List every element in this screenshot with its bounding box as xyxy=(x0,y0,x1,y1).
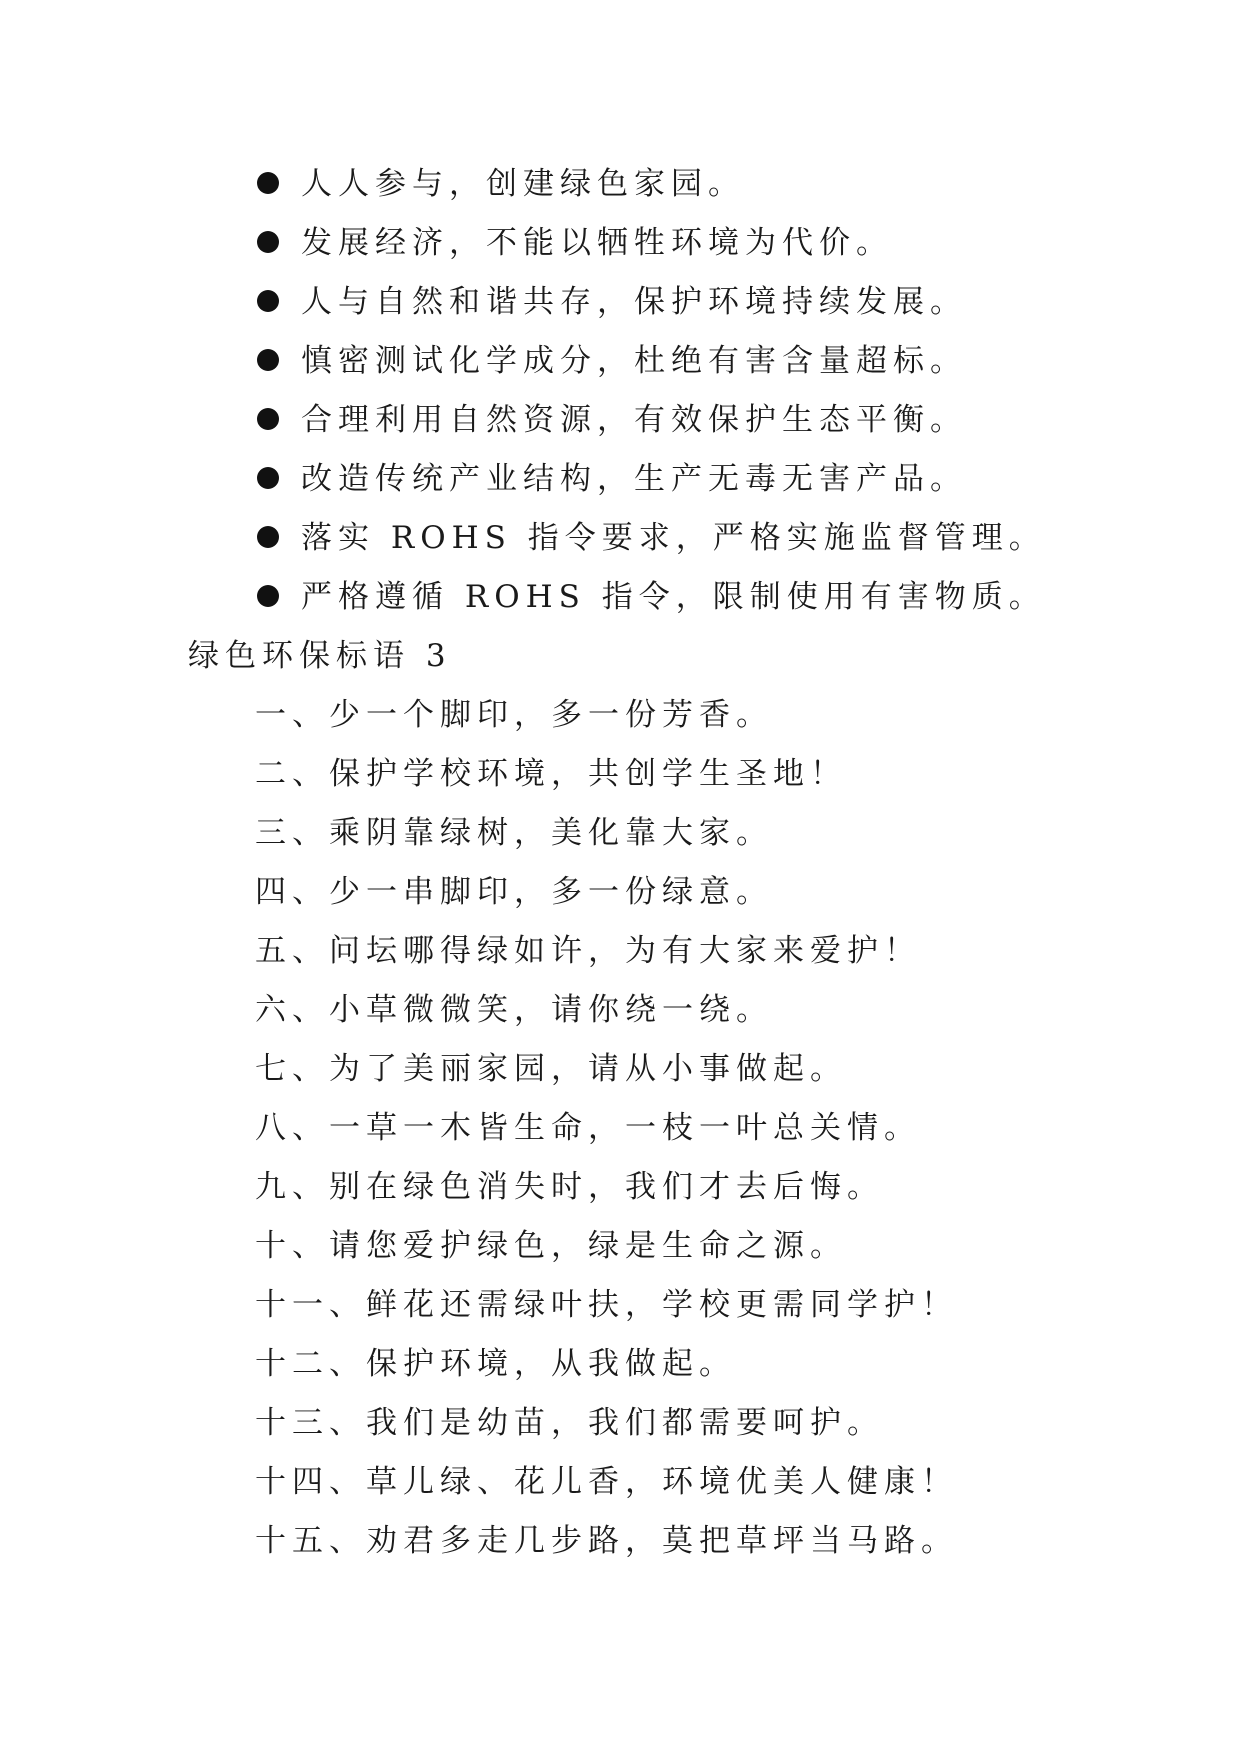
bullet-dot-icon xyxy=(257,408,279,430)
bullet-text: 人人参与，创建绿色家园。 xyxy=(301,166,745,202)
bullet-dot-icon xyxy=(257,585,279,607)
slogan-item: 三、乘阴靠绿树，美化靠大家。 xyxy=(255,815,773,851)
bullet-item xyxy=(257,391,967,449)
section-heading: 绿色环保标语 3 xyxy=(188,638,452,674)
bullet-dot-icon xyxy=(257,231,279,253)
bullet-text: 改造传统产业结构，生产无毒无害产品。 xyxy=(301,461,967,497)
bullet-text: 发展经济，不能以牺牲环境为代价。 xyxy=(301,225,893,261)
slogan-item: 十、请您爱护绿色，绿是生命之源。 xyxy=(255,1228,847,1264)
slogan-item: 二、保护学校环境，共创学生圣地！ xyxy=(255,756,847,792)
bullet-text: 合理利用自然资源，有效保护生态平衡。 xyxy=(301,402,967,438)
slogan-item: 十二、保护环境，从我做起。 xyxy=(255,1346,736,1382)
bullet-dot-icon xyxy=(257,172,279,194)
bullet-dot-icon xyxy=(257,349,279,371)
slogan-item: 四、少一串脚印，多一份绿意。 xyxy=(255,874,773,910)
slogan-item: 八、一草一木皆生命，一枝一叶总关情。 xyxy=(255,1110,921,1146)
bullet-text: 人与自然和谐共存，保护环境持续发展。 xyxy=(301,284,967,320)
bullet-item xyxy=(257,155,745,213)
bullet-text: 落实 ROHS 指令要求，严格实施监督管理。 xyxy=(301,520,1046,556)
bullet-item xyxy=(257,214,893,272)
bullet-dot-icon xyxy=(257,467,279,489)
bullet-item xyxy=(257,332,967,390)
slogan-item: 十四、草儿绿、花儿香，环境优美人健康！ xyxy=(255,1464,958,1500)
slogan-item: 七、为了美丽家园，请从小事做起。 xyxy=(255,1051,847,1087)
bullet-item xyxy=(257,450,967,508)
slogan-item: 十三、我们是幼苗，我们都需要呵护。 xyxy=(255,1405,884,1441)
bullet-item xyxy=(257,568,1046,626)
slogan-item: 十五、劝君多走几步路，莫把草坪当马路。 xyxy=(255,1523,958,1559)
slogan-item: 九、别在绿色消失时，我们才去后悔。 xyxy=(255,1169,884,1205)
bullet-dot-icon xyxy=(257,290,279,312)
bullet-text: 严格遵循 ROHS 指令，限制使用有害物质。 xyxy=(301,579,1046,615)
slogan-item: 六、小草微微笑，请你绕一绕。 xyxy=(255,992,773,1028)
bullet-item xyxy=(257,273,967,331)
slogan-item: 十一、鲜花还需绿叶扶，学校更需同学护！ xyxy=(255,1287,958,1323)
bullet-item xyxy=(257,509,1046,567)
slogan-item: 五、问坛哪得绿如许，为有大家来爱护！ xyxy=(255,933,921,969)
bullet-text: 慎密测试化学成分，杜绝有害含量超标。 xyxy=(301,343,967,379)
bullet-dot-icon xyxy=(257,526,279,548)
slogan-item: 一、少一个脚印，多一份芳香。 xyxy=(255,697,773,733)
